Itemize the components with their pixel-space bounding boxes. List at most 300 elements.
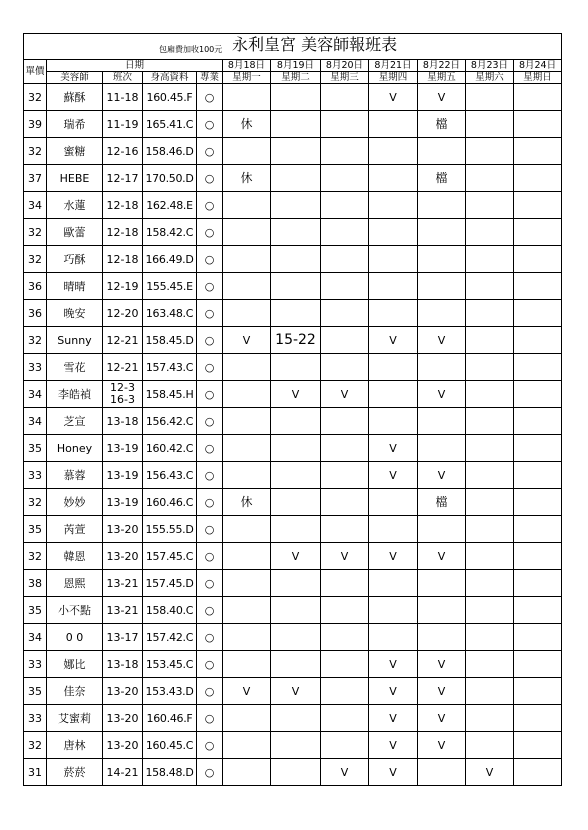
beautician-name-cell: 蜜糖 — [47, 138, 103, 165]
unit-price-cell: 38 — [24, 570, 47, 597]
day-cell — [321, 111, 369, 138]
table-row — [24, 84, 562, 111]
beautician-name-cell: 芝宣 — [47, 408, 103, 435]
day-cell — [223, 516, 271, 543]
table-row — [24, 408, 562, 435]
table-row — [24, 624, 562, 651]
day-cell — [466, 435, 514, 462]
day-cell: V — [418, 462, 466, 489]
day-cell — [223, 543, 271, 570]
table-row — [24, 651, 562, 678]
shift-cell: 13-20 — [103, 705, 143, 732]
schedule-sheet — [23, 33, 561, 786]
day-cell — [418, 219, 466, 246]
day-cell — [321, 138, 369, 165]
day-cell — [466, 192, 514, 219]
beautician-name-cell: Honey — [47, 435, 103, 462]
shift-cell: 12-16 — [103, 138, 143, 165]
shift-cell: 13-21 — [103, 597, 143, 624]
day-cell — [514, 435, 562, 462]
day-cell — [223, 651, 271, 678]
unit-price-cell: 33 — [24, 705, 47, 732]
professional-cell: ○ — [197, 462, 223, 489]
body-data-cell: 162.48.E — [143, 192, 197, 219]
day-cell — [271, 408, 321, 435]
day-cell — [369, 408, 418, 435]
shift-cell: 12-21 — [103, 354, 143, 381]
day-cell — [321, 327, 369, 354]
day-cell — [514, 246, 562, 273]
professional-cell: ○ — [197, 408, 223, 435]
day-cell — [223, 138, 271, 165]
table-row — [24, 705, 562, 732]
shift-cell: 13-19 — [103, 489, 143, 516]
day-cell — [514, 597, 562, 624]
unit-price-cell: 32 — [24, 732, 47, 759]
day-cell — [418, 300, 466, 327]
day-cell — [418, 354, 466, 381]
day-cell — [223, 705, 271, 732]
schedule-rows — [24, 84, 562, 786]
body-data-cell: 157.43.C — [143, 354, 197, 381]
body-data-cell: 160.42.C — [143, 435, 197, 462]
day-cell — [223, 624, 271, 651]
schedule-table — [23, 33, 562, 786]
day-cell: V — [271, 678, 321, 705]
body-data-cell: 160.45.F — [143, 84, 197, 111]
day-cell: V — [466, 759, 514, 786]
table-row — [24, 354, 562, 381]
weekday-header: 星期一 — [223, 72, 271, 84]
day-cell: V — [369, 732, 418, 759]
day-cell — [514, 570, 562, 597]
day-cell — [418, 408, 466, 435]
professional-cell: ○ — [197, 570, 223, 597]
date-header: 8月20日 — [321, 60, 369, 72]
day-cell — [369, 354, 418, 381]
body-data-cell: 156.43.C — [143, 462, 197, 489]
weekday-header: 星期二 — [271, 72, 321, 84]
day-cell — [223, 462, 271, 489]
day-cell — [271, 138, 321, 165]
day-cell: V — [321, 759, 369, 786]
shift-cell: 12-17 — [103, 165, 143, 192]
professional-cell: ○ — [197, 516, 223, 543]
shift-cell — [103, 381, 143, 408]
date-header: 8月24日 — [514, 60, 562, 72]
day-cell — [321, 462, 369, 489]
professional-cell: ○ — [197, 705, 223, 732]
body-data-cell: 158.45.H — [143, 381, 197, 408]
day-cell — [271, 759, 321, 786]
day-cell — [466, 651, 514, 678]
unit-price-header: 單價 — [24, 60, 47, 84]
day-cell — [321, 84, 369, 111]
beautician-name-cell: 雪花 — [47, 354, 103, 381]
shift-header: 班次 — [103, 72, 143, 84]
day-cell — [514, 705, 562, 732]
date-header: 8月18日 — [223, 60, 271, 72]
day-cell — [369, 192, 418, 219]
weekday-header: 星期五 — [418, 72, 466, 84]
table-row — [24, 489, 562, 516]
day-cell — [466, 300, 514, 327]
day-cell — [271, 462, 321, 489]
day-cell — [321, 435, 369, 462]
day-cell — [369, 489, 418, 516]
professional-cell: ○ — [197, 678, 223, 705]
professional-cell: ○ — [197, 273, 223, 300]
day-cell — [223, 597, 271, 624]
day-cell: 檔 — [418, 165, 466, 192]
page-title: 永利皇宮 美容師報班表 — [232, 35, 398, 54]
weekday-header: 星期日 — [514, 72, 562, 84]
beautician-name-cell: 巧酥 — [47, 246, 103, 273]
day-cell: V — [369, 327, 418, 354]
day-cell: 休 — [223, 489, 271, 516]
unit-price-cell: 31 — [24, 759, 47, 786]
day-cell — [369, 246, 418, 273]
day-cell — [514, 111, 562, 138]
day-cell — [223, 300, 271, 327]
day-cell — [514, 219, 562, 246]
unit-price-cell: 35 — [24, 678, 47, 705]
table-row — [24, 759, 562, 786]
body-data-cell: 153.43.D — [143, 678, 197, 705]
shift-cell: 12-19 — [103, 273, 143, 300]
body-data-cell: 170.50.D — [143, 165, 197, 192]
day-cell: V — [369, 435, 418, 462]
day-cell — [418, 246, 466, 273]
unit-price-cell: 33 — [24, 462, 47, 489]
shift-cell: 13-17 — [103, 624, 143, 651]
professional-header: 專業 — [197, 72, 223, 84]
table-row — [24, 597, 562, 624]
day-cell — [271, 111, 321, 138]
day-cell — [271, 246, 321, 273]
day-cell: V — [271, 543, 321, 570]
beautician-name-cell: 慕蓉 — [47, 462, 103, 489]
day-cell — [466, 570, 514, 597]
date-header: 8月22日 — [418, 60, 466, 72]
body-data-cell: 166.49.D — [143, 246, 197, 273]
professional-cell: ○ — [197, 381, 223, 408]
body-data-cell: 158.45.D — [143, 327, 197, 354]
day-cell — [514, 543, 562, 570]
shift-cell: 13-19 — [103, 435, 143, 462]
unit-price-cell: 32 — [24, 489, 47, 516]
unit-price-cell: 36 — [24, 300, 47, 327]
beautician-name-cell: 水蓮 — [47, 192, 103, 219]
day-cell — [223, 273, 271, 300]
day-cell — [466, 624, 514, 651]
day-cell — [271, 651, 321, 678]
table-row — [24, 111, 562, 138]
day-cell — [271, 219, 321, 246]
beautician-name-cell: 妙妙 — [47, 489, 103, 516]
day-cell — [466, 489, 514, 516]
day-cell: V — [369, 678, 418, 705]
body-data-cell: 160.46.F — [143, 705, 197, 732]
unit-price-cell: 32 — [24, 138, 47, 165]
professional-cell: ○ — [197, 732, 223, 759]
day-cell — [271, 489, 321, 516]
unit-price-cell: 33 — [24, 651, 47, 678]
beautician-name-cell: 佳奈 — [47, 678, 103, 705]
day-cell — [271, 597, 321, 624]
day-cell — [369, 219, 418, 246]
body-data-cell: 157.45.C — [143, 543, 197, 570]
surcharge-note: 包廂費加收100元 — [159, 45, 223, 54]
day-cell — [466, 516, 514, 543]
day-cell: V — [223, 327, 271, 354]
body-data-cell: 165.41.C — [143, 111, 197, 138]
beautician-name-cell: 唐林 — [47, 732, 103, 759]
day-cell — [223, 732, 271, 759]
body-data-cell: 158.46.D — [143, 138, 197, 165]
table-row — [24, 327, 562, 354]
shift-cell: 13-18 — [103, 408, 143, 435]
beautician-name-cell: 0 0 — [47, 624, 103, 651]
day-cell — [418, 759, 466, 786]
day-cell — [466, 381, 514, 408]
shift-cell: 13-21 — [103, 570, 143, 597]
beautician-name-cell: 蘇酥 — [47, 84, 103, 111]
table-row — [24, 732, 562, 759]
beautician-name-cell: 菸菸 — [47, 759, 103, 786]
weekday-header: 星期六 — [466, 72, 514, 84]
shift-cell: 13-20 — [103, 732, 143, 759]
shift-line: 16-3 — [110, 393, 135, 406]
day-cell — [271, 516, 321, 543]
day-cell — [223, 354, 271, 381]
day-cell — [466, 678, 514, 705]
professional-cell: ○ — [197, 138, 223, 165]
day-cell — [321, 651, 369, 678]
date-header: 8月21日 — [369, 60, 418, 72]
day-cell — [466, 462, 514, 489]
day-cell — [271, 732, 321, 759]
unit-price-cell: 32 — [24, 543, 47, 570]
unit-price-cell: 33 — [24, 354, 47, 381]
shift-cell: 11-18 — [103, 84, 143, 111]
table-row — [24, 300, 562, 327]
day-cell — [369, 300, 418, 327]
professional-cell: ○ — [197, 435, 223, 462]
professional-cell: ○ — [197, 597, 223, 624]
day-cell: V — [321, 543, 369, 570]
professional-cell: ○ — [197, 219, 223, 246]
day-cell — [271, 354, 321, 381]
day-cell: V — [418, 543, 466, 570]
professional-cell: ○ — [197, 111, 223, 138]
beautician-header: 美容師 — [47, 72, 103, 84]
day-cell: 檔 — [418, 489, 466, 516]
day-cell — [321, 489, 369, 516]
shift-cell: 14-21 — [103, 759, 143, 786]
beautician-name-cell: 小不點 — [47, 597, 103, 624]
body-data-cell: 157.45.D — [143, 570, 197, 597]
unit-price-cell: 34 — [24, 408, 47, 435]
beautician-name-cell: 恩熙 — [47, 570, 103, 597]
day-cell — [321, 705, 369, 732]
day-cell — [271, 300, 321, 327]
day-cell — [223, 246, 271, 273]
day-cell — [271, 84, 321, 111]
day-cell — [466, 705, 514, 732]
day-cell — [514, 84, 562, 111]
day-cell — [369, 570, 418, 597]
day-cell — [418, 624, 466, 651]
day-cell — [466, 354, 514, 381]
day-cell — [514, 273, 562, 300]
day-cell — [369, 597, 418, 624]
day-cell — [271, 705, 321, 732]
professional-cell: ○ — [197, 192, 223, 219]
day-cell — [466, 138, 514, 165]
professional-cell: ○ — [197, 543, 223, 570]
day-cell — [466, 111, 514, 138]
beautician-name-cell: 娜比 — [47, 651, 103, 678]
day-cell — [514, 354, 562, 381]
day-cell — [321, 597, 369, 624]
day-cell — [369, 165, 418, 192]
date-header: 8月19日 — [271, 60, 321, 72]
day-cell — [418, 192, 466, 219]
day-cell — [418, 435, 466, 462]
day-cell — [514, 462, 562, 489]
table-row — [24, 165, 562, 192]
unit-price-cell: 32 — [24, 327, 47, 354]
unit-price-cell: 32 — [24, 246, 47, 273]
unit-price-cell: 39 — [24, 111, 47, 138]
day-cell — [223, 759, 271, 786]
shift-cell: 13-20 — [103, 678, 143, 705]
professional-cell: ○ — [197, 354, 223, 381]
day-cell — [514, 408, 562, 435]
professional-cell: ○ — [197, 300, 223, 327]
day-cell — [466, 165, 514, 192]
unit-price-cell: 34 — [24, 192, 47, 219]
day-cell — [418, 138, 466, 165]
beautician-name-cell: 李皓禎 — [47, 381, 103, 408]
day-cell — [321, 678, 369, 705]
beautician-name-cell: 艾蜜莉 — [47, 705, 103, 732]
professional-cell: ○ — [197, 759, 223, 786]
table-row — [24, 570, 562, 597]
table-row — [24, 192, 562, 219]
day-cell — [321, 273, 369, 300]
professional-cell: ○ — [197, 651, 223, 678]
beautician-name-cell: Sunny — [47, 327, 103, 354]
professional-cell: ○ — [197, 489, 223, 516]
beautician-name-cell: 晚安 — [47, 300, 103, 327]
shift-cell: 13-20 — [103, 516, 143, 543]
body-data-cell: 158.40.C — [143, 597, 197, 624]
shift-cell: 13-20 — [103, 543, 143, 570]
body-data-cell: 153.45.C — [143, 651, 197, 678]
day-cell — [369, 138, 418, 165]
beautician-name-cell: 芮萱 — [47, 516, 103, 543]
beautician-name-cell: HEBE — [47, 165, 103, 192]
day-cell — [514, 732, 562, 759]
day-cell — [514, 651, 562, 678]
body-data-header: 身高資料 — [143, 72, 197, 84]
day-cell — [321, 219, 369, 246]
day-cell — [466, 408, 514, 435]
day-cell — [223, 381, 271, 408]
body-data-cell: 158.48.D — [143, 759, 197, 786]
day-cell: 休 — [223, 111, 271, 138]
day-cell — [514, 516, 562, 543]
day-cell: V — [418, 327, 466, 354]
body-data-cell: 163.48.C — [143, 300, 197, 327]
day-cell — [223, 84, 271, 111]
day-cell: V — [321, 381, 369, 408]
table-row — [24, 273, 562, 300]
day-cell — [466, 597, 514, 624]
day-cell — [321, 192, 369, 219]
unit-price-cell: 34 — [24, 381, 47, 408]
shift-cell: 12-18 — [103, 246, 143, 273]
shift-cell: 13-18 — [103, 651, 143, 678]
day-cell — [321, 570, 369, 597]
date-label-header: 日期 — [47, 60, 223, 72]
day-cell: V — [369, 705, 418, 732]
day-cell — [466, 327, 514, 354]
day-cell — [271, 192, 321, 219]
table-row — [24, 543, 562, 570]
day-cell — [369, 516, 418, 543]
professional-cell: ○ — [197, 84, 223, 111]
day-cell — [321, 246, 369, 273]
day-cell — [369, 111, 418, 138]
day-cell — [369, 381, 418, 408]
shift-cell: 11-19 — [103, 111, 143, 138]
day-cell: V — [369, 462, 418, 489]
day-cell — [223, 408, 271, 435]
body-data-cell: 156.42.C — [143, 408, 197, 435]
day-cell — [418, 273, 466, 300]
day-cell — [466, 732, 514, 759]
day-cell — [321, 354, 369, 381]
table-row — [24, 219, 562, 246]
unit-price-cell: 35 — [24, 597, 47, 624]
day-cell: V — [418, 678, 466, 705]
day-cell — [466, 246, 514, 273]
day-cell — [514, 678, 562, 705]
day-cell — [369, 624, 418, 651]
day-cell — [418, 516, 466, 543]
table-row — [24, 246, 562, 273]
unit-price-cell: 37 — [24, 165, 47, 192]
day-cell — [271, 570, 321, 597]
day-cell: V — [418, 732, 466, 759]
beautician-name-cell: 晴晴 — [47, 273, 103, 300]
day-cell — [369, 273, 418, 300]
day-cell — [321, 624, 369, 651]
table-row — [24, 138, 562, 165]
day-cell — [223, 435, 271, 462]
table-row — [24, 462, 562, 489]
day-cell — [514, 192, 562, 219]
day-cell — [223, 219, 271, 246]
weekday-header: 星期三 — [321, 72, 369, 84]
day-cell — [514, 624, 562, 651]
day-cell: V — [223, 678, 271, 705]
unit-price-cell: 34 — [24, 624, 47, 651]
shift-cell: 13-19 — [103, 462, 143, 489]
